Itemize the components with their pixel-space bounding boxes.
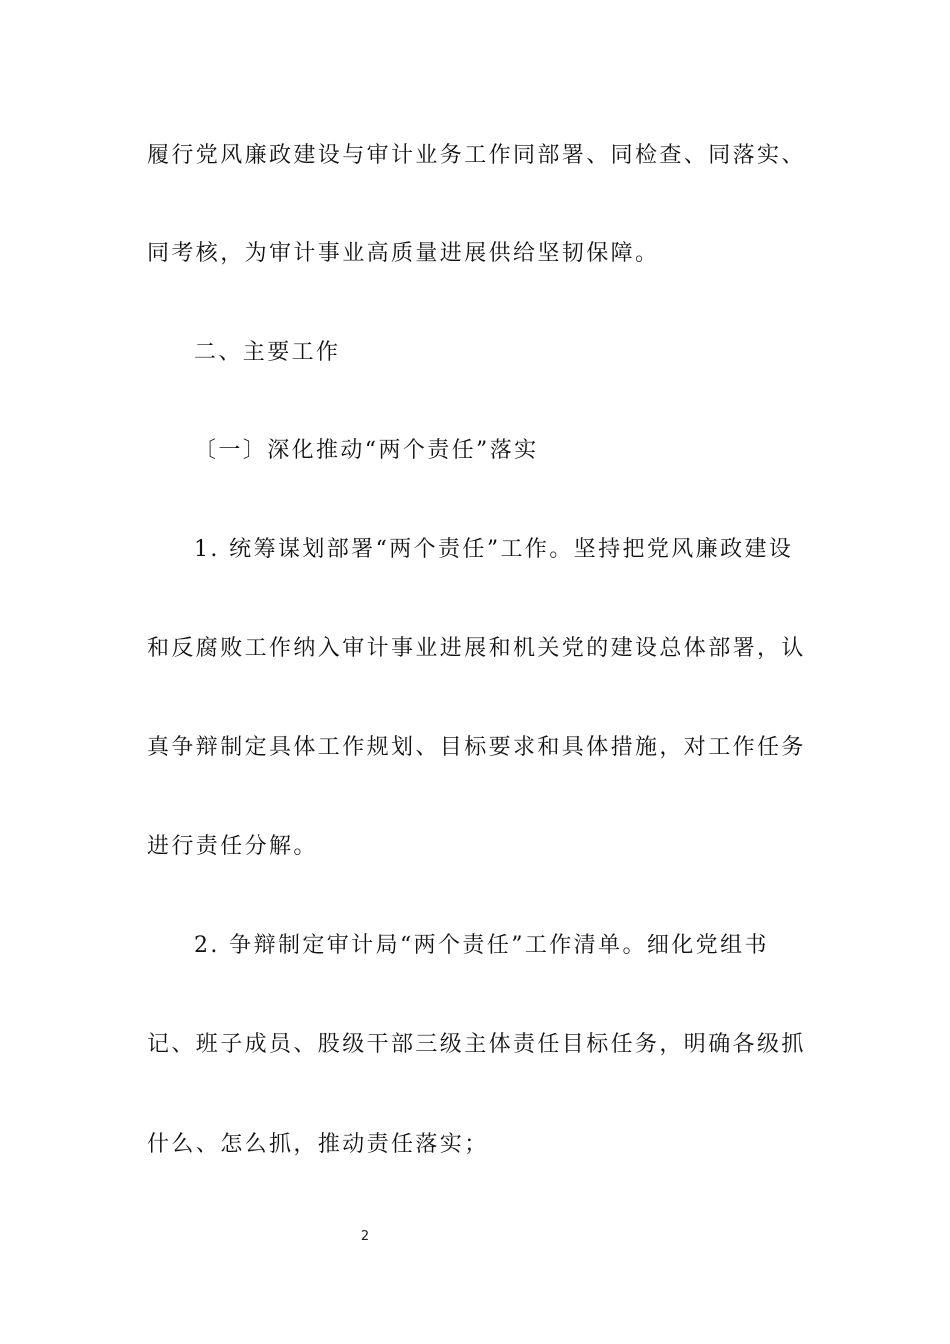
body-text-line: 什么、怎么抓，推动责任落实； [147,1132,489,1157]
numbered-paragraph-start: 2. 争辩制定审计局“两个责任”工作清单。细化党组书 [194,933,769,958]
body-text-line: 记、班子成员、股级干部三级主体责任目标任务，明确各级抓 [147,1032,806,1057]
body-text-line: 同考核，为审计事业高质量进展供给坚韧保障。 [147,241,660,266]
section-heading: 二、主要工作 [194,340,341,365]
body-text-line: 和反腐败工作纳入审计事业进展和机关党的建设总体部署，认 [147,636,806,661]
subsection-heading: 〔一〕深化推动“两个责任”落实 [194,438,539,463]
numbered-paragraph-start: 1. 统筹谋划部署“两个责任”工作。坚持把党风廉政建设 [194,537,794,562]
body-text-line: 履行党风廉政建设与审计业务工作同部署、同检查、同落实、 [147,143,806,168]
body-text-line: 真争辩制定具体工作规划、目标要求和具体措施，对工作任务 [147,735,806,760]
page-number: 2 [360,1229,370,1244]
body-text-line: 进行责任分解。 [147,834,318,859]
